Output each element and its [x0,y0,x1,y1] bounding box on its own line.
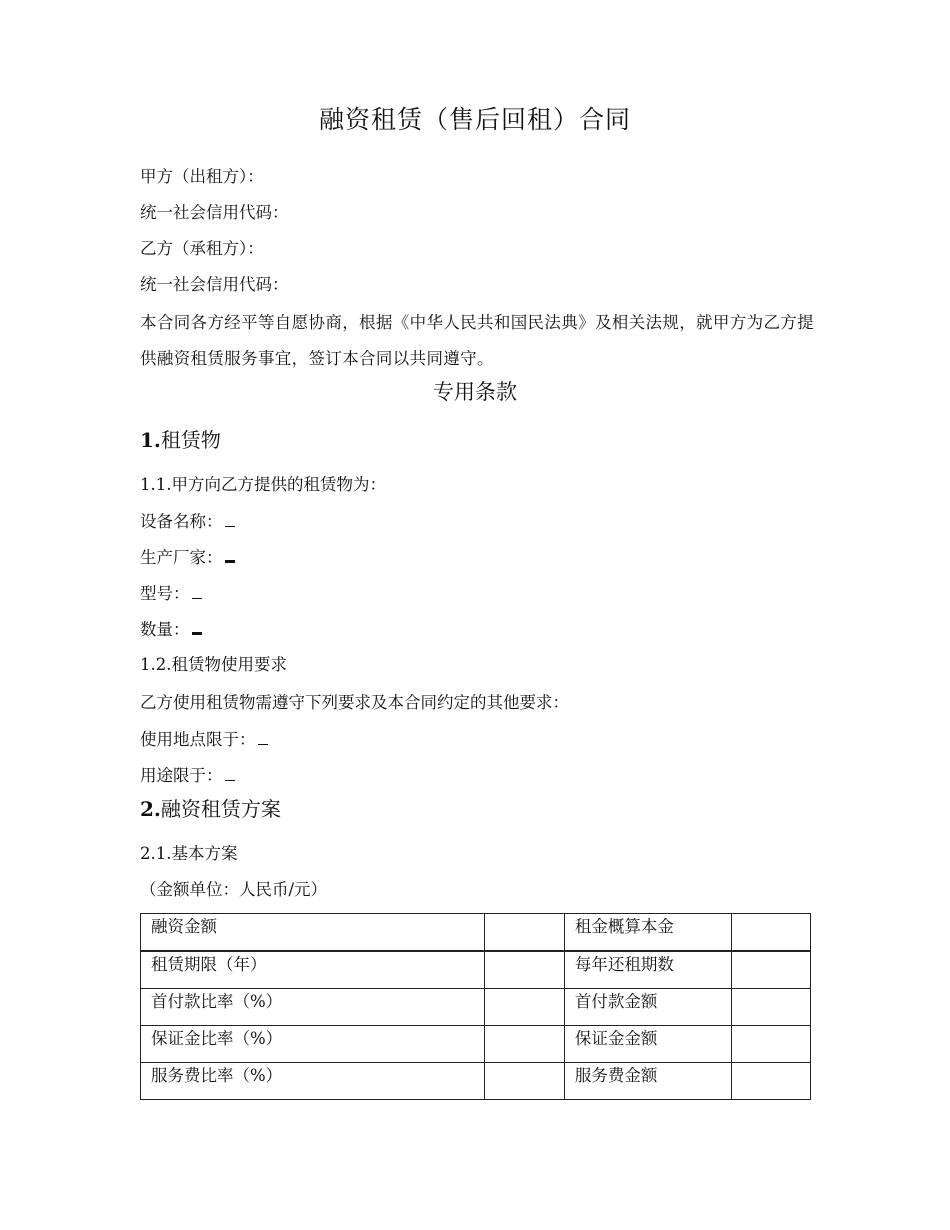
plan-left-label-cell: 租赁期限（年） [141,951,485,989]
quantity-label: 数量： [140,620,190,639]
plan-right-value-cell[interactable] [731,1026,810,1063]
clause-2-1: 2.1.基本方案 [140,844,238,863]
usage-location-blank[interactable] [258,728,268,745]
special-terms-heading: 专用条款 [433,380,517,404]
quantity-field [140,615,820,645]
model-field [140,579,820,609]
usage-location-label: 使用地点限于： [140,730,256,749]
plan-right-label-cell: 每年还租期数 [564,951,731,989]
lessor-label: 甲方（出租方）： [140,167,264,186]
quantity-blank[interactable] [192,616,202,635]
lessor-credit-code-label: 统一社会信用代码： [140,203,289,222]
plan-right-value-cell[interactable] [731,951,810,989]
section-2-heading [140,792,281,826]
section-1-heading [140,423,221,457]
usage-purpose-blank[interactable] [225,764,235,781]
clause-1-2: 1.2.租赁物使用要求 [140,655,287,674]
table-row [141,1063,811,1100]
plan-right-label-cell: 保证金金额 [564,1026,731,1063]
plan-left-label-cell: 融资金额 [141,914,485,952]
table-row [141,914,811,952]
manufacturer-blank[interactable] [225,544,235,563]
section-1-title: 租赁物 [160,428,221,452]
usage-location-field [140,725,820,755]
table-row [141,989,811,1026]
plan-left-value-cell[interactable] [484,1026,564,1063]
lessee-label: 乙方（承租方）： [140,239,264,258]
section-2-title: 融资租赁方案 [160,797,281,821]
section-1-number: 1. [140,428,161,452]
table-row [141,1026,811,1063]
plan-right-label-cell: 租金概算本金 [564,914,731,952]
usage-requirement-intro: 乙方使用租赁物需遵守下列要求及本合同约定的其他要求： [140,693,569,712]
manufacturer-label: 生产厂家： [140,548,223,567]
table-row [141,951,811,989]
plan-left-value-cell[interactable] [484,989,564,1026]
manufacturer-field [140,543,820,573]
equipment-name-blank[interactable] [225,510,235,527]
amount-unit-note: （金额单位：人民币/元） [140,880,328,899]
plan-right-value-cell[interactable] [731,1063,810,1100]
plan-right-value-cell[interactable] [731,989,810,1026]
plan-right-label-cell: 首付款金额 [564,989,731,1026]
plan-left-value-cell[interactable] [484,951,564,989]
section-2-number: 2. [140,797,161,821]
document-title: 融资租赁（售后回租）合同 [318,105,631,134]
equipment-name-label: 设备名称： [140,512,223,531]
model-label: 型号： [140,584,190,603]
plan-left-value-cell[interactable] [484,914,564,952]
preamble-paragraph: 本合同各方经平等自愿协商，根据《中华人民共和国民法典》及相关法规，就甲方为乙方提供融资租赁服务事宜，签订本合同以共同遵守。 [140,313,814,368]
usage-purpose-label: 用途限于： [140,766,223,785]
plan-left-label-cell: 保证金比率（%） [141,1026,485,1063]
clause-1-1: 1.1.甲方向乙方提供的租赁物为： [140,475,386,494]
plan-right-value-cell[interactable] [731,914,810,952]
equipment-name-field [140,507,820,537]
lessee-credit-code-label: 统一社会信用代码： [140,275,289,294]
plan-right-label-cell: 服务费金额 [564,1063,731,1100]
plan-left-value-cell[interactable] [484,1063,564,1100]
usage-purpose-field [140,761,820,791]
plan-left-label-cell: 服务费比率（%） [141,1063,485,1100]
model-blank[interactable] [192,582,202,599]
basic-plan-table [140,913,811,1100]
plan-left-label-cell: 首付款比率（%） [141,989,485,1026]
